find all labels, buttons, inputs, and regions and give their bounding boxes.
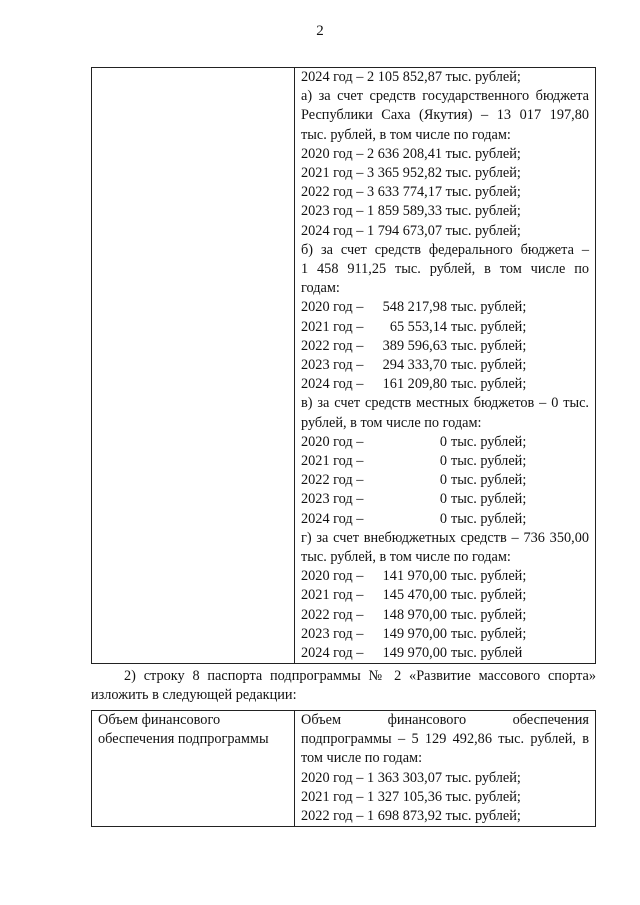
year-amount-line <box>301 625 589 644</box>
amount-value: 149 970,00 <box>382 645 447 662</box>
year-label: 2023 год – <box>301 625 364 642</box>
text-line: б) за счет средств федерального бюджета – <box>301 241 589 258</box>
amount-value: 161 209,80 <box>382 376 447 393</box>
amount-value: 294 333,70 <box>382 357 447 374</box>
year-amount-line <box>301 490 589 509</box>
year-amount-line <box>301 586 589 605</box>
amount-unit: тыс. рублей; <box>451 357 527 374</box>
amount-value: 148 970,00 <box>382 606 447 623</box>
text-line: годам: <box>301 280 340 297</box>
text-line: Республики Саха (Якутия) – 13 017 197,80 <box>301 107 589 124</box>
amount-value: 0 <box>439 491 447 508</box>
table-cell-funding-details <box>295 68 596 664</box>
text-line: 2024 год – 2 105 852,87 тыс. рублей; <box>301 69 521 85</box>
text-line: том числе по годам: <box>301 750 423 767</box>
year-amount-line <box>301 337 589 356</box>
year-amount-line <box>301 318 589 337</box>
amount-unit: тыс. рублей; <box>451 337 527 354</box>
year-label: 2020 год – <box>301 299 364 316</box>
year-amount-line <box>301 606 589 625</box>
year-amount-line <box>301 375 589 394</box>
year-label: 2020 год – <box>301 433 364 450</box>
paragraph-line: изложить в следующей редакции: <box>91 687 297 703</box>
amount-unit: тыс. рублей; <box>451 491 527 508</box>
text-line: 2020 год – 1 363 303,07 тыс. рублей; <box>301 769 521 786</box>
amount-value: 145 470,00 <box>382 587 447 604</box>
year-label: 2021 год – <box>301 318 364 335</box>
amount-unit: тыс. рублей; <box>451 587 527 604</box>
paragraph-line: 2) строку 8 паспорта подпрограммы № 2 «Развитие массового спорта» <box>124 668 596 684</box>
table-cell-label <box>92 711 295 827</box>
text-line: а) за счет средств государственного бюджета <box>301 88 589 105</box>
amount-value: 65 553,14 <box>389 318 447 335</box>
amount-unit: тыс. рублей; <box>451 568 527 585</box>
year-label: 2022 год – <box>301 337 364 354</box>
text-line: г) за счет внебюджетных средств – 736 350,00 <box>301 529 589 546</box>
text-line: 2022 год – 1 698 873,92 тыс. рублей; <box>301 808 521 825</box>
year-label: 2024 год – <box>301 645 364 662</box>
text-line: 2021 год – 3 365 952,82 тыс. рублей; <box>301 165 521 182</box>
year-amount-line <box>301 356 589 375</box>
amount-value: 0 <box>439 510 447 527</box>
amount-unit: тыс. рублей; <box>451 433 527 450</box>
text-line: тыс. рублей, в том числе по годам: <box>301 549 511 566</box>
year-label: 2024 год – <box>301 376 364 393</box>
amount-value: 0 <box>439 453 447 470</box>
year-label: 2020 год – <box>301 568 364 585</box>
text-line: 2023 год – 1 859 589,33 тыс. рублей; <box>301 203 521 220</box>
amount-value: 149 970,00 <box>382 625 447 642</box>
text-line: 2024 год – 1 794 673,07 тыс. рублей; <box>301 222 521 239</box>
year-amount-line <box>301 433 589 452</box>
funding-table-continued <box>91 67 596 664</box>
year-label: 2021 год – <box>301 453 364 470</box>
text-line: рублей, в том числе по годам: <box>301 414 482 431</box>
amount-unit: тыс. рублей; <box>451 510 527 527</box>
amount-value: 389 596,63 <box>382 337 447 354</box>
label-line: обеспечения подпрограммы <box>98 731 269 748</box>
amount-value: 141 970,00 <box>382 568 447 585</box>
year-label: 2022 год – <box>301 606 364 623</box>
year-label: 2022 год – <box>301 472 364 489</box>
year-amount-line <box>301 298 589 317</box>
amount-unit: тыс. рублей; <box>451 453 527 470</box>
text-line: 2022 год – 3 633 774,17 тыс. рублей; <box>301 184 521 201</box>
text-line: в) за счет средств местных бюджетов – 0 тыс. <box>301 395 589 412</box>
amount-value: 0 <box>439 472 447 489</box>
year-amount-line <box>301 471 589 490</box>
amount-unit: тыс. рублей; <box>451 606 527 623</box>
funding-table-subprogram-2 <box>91 710 596 827</box>
table-row <box>92 711 596 827</box>
year-label: 2023 год – <box>301 491 364 508</box>
page-number: 2 <box>316 23 324 39</box>
text-line: подпрограммы – 5 129 492,86 тыс. рублей, в <box>301 731 589 748</box>
amount-unit: тыс. рублей; <box>451 299 527 316</box>
label-line: Объем финансового <box>98 712 221 728</box>
table-cell-left-empty <box>92 68 295 664</box>
amount-unit: тыс. рублей; <box>451 318 527 335</box>
year-label: 2024 год – <box>301 510 364 527</box>
amount-value: 548 217,98 <box>382 299 447 316</box>
year-amount-line <box>301 452 589 471</box>
year-amount-line <box>301 644 589 663</box>
text-line: Объем финансового обеспечения <box>301 712 589 728</box>
table-row <box>92 68 596 664</box>
table-cell-funding-details <box>295 711 596 827</box>
text-line: 1 458 911,25 тыс. рублей, в том числе по <box>301 261 589 278</box>
year-amount-line <box>301 567 589 586</box>
amount-unit: тыс. рублей <box>451 645 523 662</box>
amount-unit: тыс. рублей; <box>451 472 527 489</box>
text-line: 2021 год – 1 327 105,36 тыс. рублей; <box>301 788 521 805</box>
amount-unit: тыс. рублей; <box>451 625 527 642</box>
amount-unit: тыс. рублей; <box>451 376 527 393</box>
year-amount-line <box>301 510 589 529</box>
amount-value: 0 <box>439 433 447 450</box>
year-label: 2023 год – <box>301 357 364 374</box>
text-line: 2020 год – 2 636 208,41 тыс. рублей; <box>301 145 521 162</box>
text-line: тыс. рублей, в том числе по годам: <box>301 126 511 143</box>
year-label: 2021 год – <box>301 587 364 604</box>
